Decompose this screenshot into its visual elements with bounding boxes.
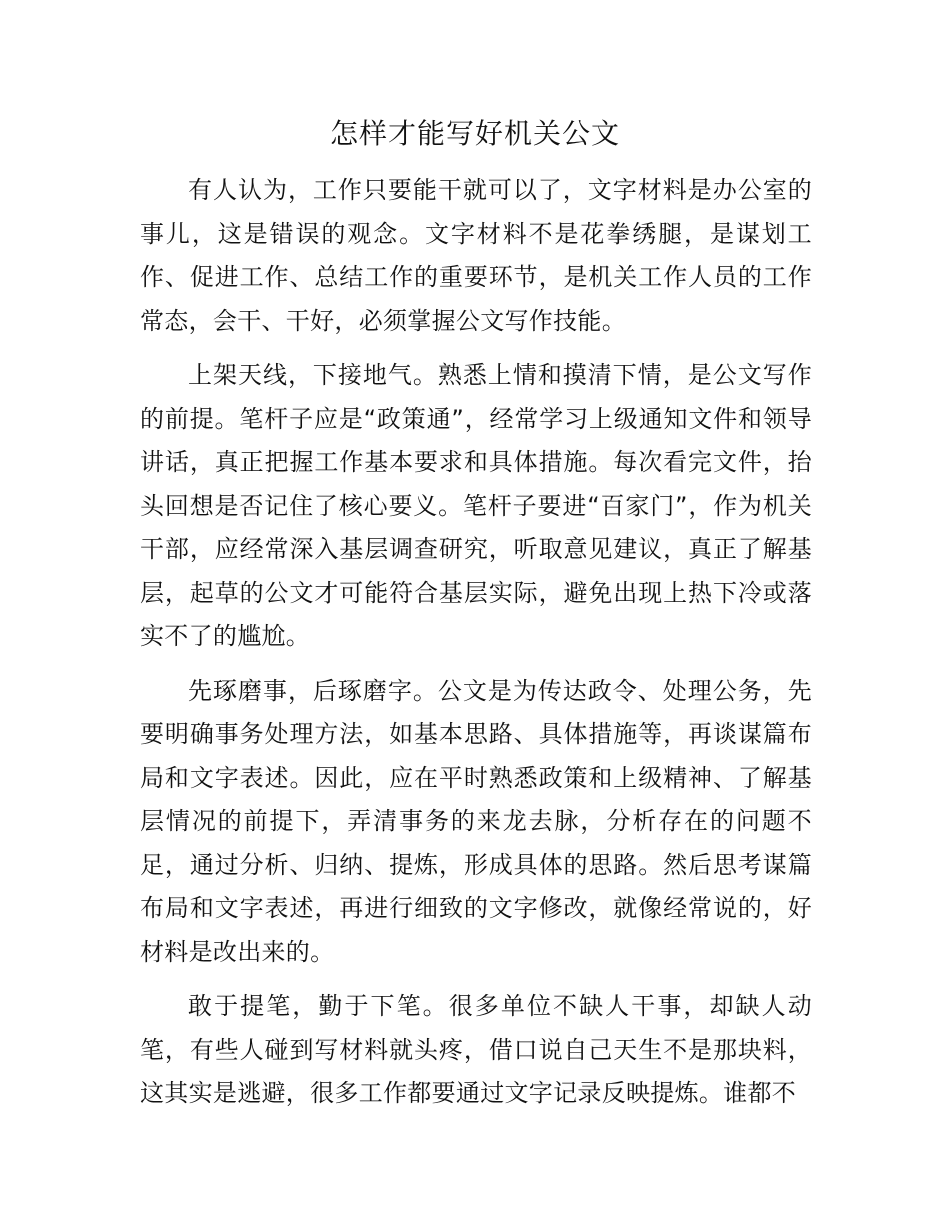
document-body — [140, 169, 812, 1127]
paragraph-1: 有人认为，工作只要能干就可以了，文字材料是办公室的事儿，这是错误的观念。文字材料不是花拳绣腿，是谋划工作、促进工作、总结工作的重要环节，是机关工作人员的工作常态，会干、干好，必须掌握公文写作技能。 — [140, 176, 812, 335]
document-title: 怎样才能写好机关公文 — [329, 117, 620, 150]
paragraph-3: 先琢磨事，后琢磨字。公文是为传达政令、处理公务，先要明确事务处理方法，如基本思路、具体措施等，再谈谋篇布局和文字表述。因此，应在平时熟悉政策和上级精神、了解基层情况的前提下，弄清事务的来龙去脉，分析存在的问题不足，通过分析、归纳、提炼，形成具体的思路。然后思考谋篇布局和文字表述，再进行细致的文字修改，就像经常说的，好材料是改出来的。 — [140, 676, 812, 966]
paragraph-2: 上架天线，下接地气。熟悉上情和摸清下情，是公文写作的前提。笔杆子应是“政策通”，经常学习上级通知文件和领导讲话，真正把握工作基本要求和具体措施。每次看完文件，抬头回想是否记住了核心要义。笔杆子要进“百家门”，作为机关干部，应经常深入基层调查研究，听取意见建议，真正了解基层，起草的公文才可能符合基层实际，避免出现上热下冷或落实不了的尴尬。 — [140, 361, 812, 650]
paragraph-4: 敢于提笔，勤于下笔。很多单位不缺人干事，却缺人动笔，有些人碰到写材料就头疼，借口说自己天生不是那块料，这其实是逃避，很多工作都要通过文字记录反映提炼。谁都不 — [140, 992, 812, 1107]
